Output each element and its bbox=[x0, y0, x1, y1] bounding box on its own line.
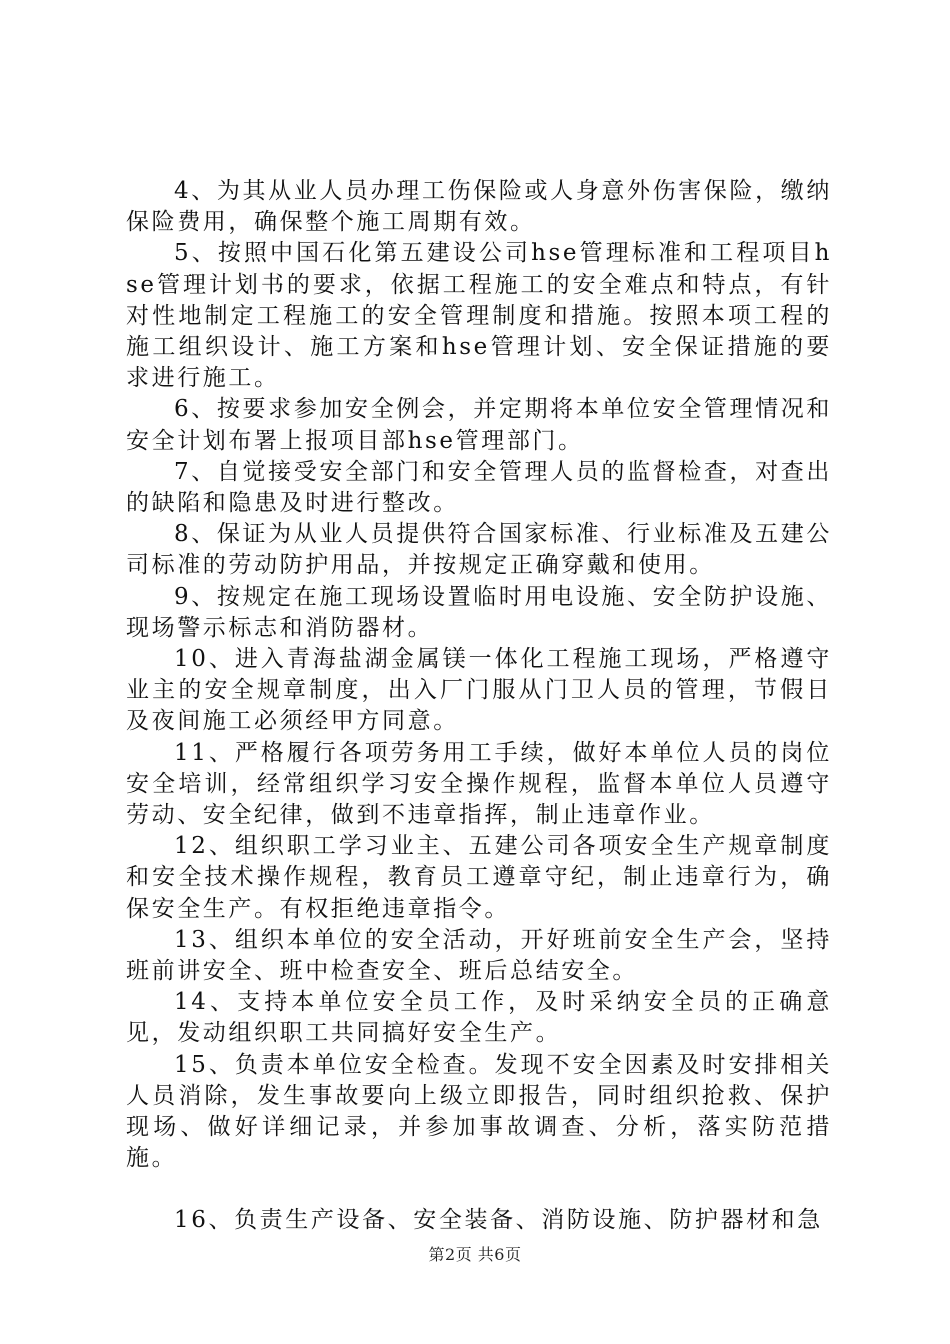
paragraph-item-8: 8、保证为从业人员提供符合国家标准、行业标准及五建公司标准的劳动防护用品，并按规定正确穿戴和使用。 bbox=[126, 521, 832, 579]
document-body bbox=[126, 176, 832, 1236]
page-number-footer: 第2页 共6页 bbox=[428, 1245, 522, 1264]
paragraph-item-14: 14、支持本单位安全员工作，及时采纳安全员的正确意见，发动组织职工共同搞好安全生产。 bbox=[126, 989, 832, 1047]
paragraph-item-6: 6、按要求参加安全例会，并定期将本单位安全管理情况和安全计划布署上报项目部hse管理部门。 bbox=[126, 396, 832, 454]
paragraph-item-9: 9、按规定在施工现场设置临时用电设施、安全防护设施、现场警示标志和消防器材。 bbox=[126, 583, 832, 641]
paragraph-item-13: 13、组织本单位的安全活动，开好班前安全生产会，坚持班前讲安全、班中检查安全、班后总结安全。 bbox=[126, 926, 832, 985]
paragraph-item-7: 7、自觉接受安全部门和安全管理人员的监督检查，对查出的缺陷和隐患及时进行整改。 bbox=[126, 458, 832, 517]
paragraph-item-12: 12、组织职工学习业主、五建公司各项安全生产规章制度和安全技术操作规程，教育员工遵章守纪，制止违章行为，确保安全生产。有权拒绝违章指令。 bbox=[126, 833, 832, 922]
paragraph-item-10: 10、进入青海盐湖金属镁一体化工程施工现场，严格遵守业主的安全规章制度，出入厂门服从门卫人员的管理，节假日及夜间施工必须经甲方同意。 bbox=[126, 646, 832, 735]
paragraph-item-4: 4、为其从业人员办理工伤保险或人身意外伤害保险，缴纳保险费用，确保整个施工周期有效。 bbox=[126, 178, 832, 236]
paragraph-item-15: 15、负责本单位安全检查。发现不安全因素及时安排相关人员消除，发生事故要向上级立即报告，同时组织抢救、保护现场、做好详细记录，并参加事故调查、分析，落实防范措施。 bbox=[126, 1051, 832, 1172]
paragraph-item-11: 11、严格履行各项劳务用工手续，做好本单位人员的岗位安全培训，经常组织学习安全操作规程，监督本单位人员遵守劳动、安全纪律，做到不违章指挥，制止违章作业。 bbox=[126, 739, 832, 829]
paragraph-item-5: 5、按照中国石化第五建设公司hse管理标准和工程项目hse管理计划书的要求，依据工程施工的安全难点和特点，有针对性地制定工程施工的安全管理制度和措施。按照本项工程的施工组织设计、施工方案和hse管理计划、安全保证措施的要求进行施工。 bbox=[126, 240, 832, 392]
paragraph-item-16: 16、负责生产设备、安全装备、消防设施、防护器材和急 bbox=[174, 1206, 823, 1233]
